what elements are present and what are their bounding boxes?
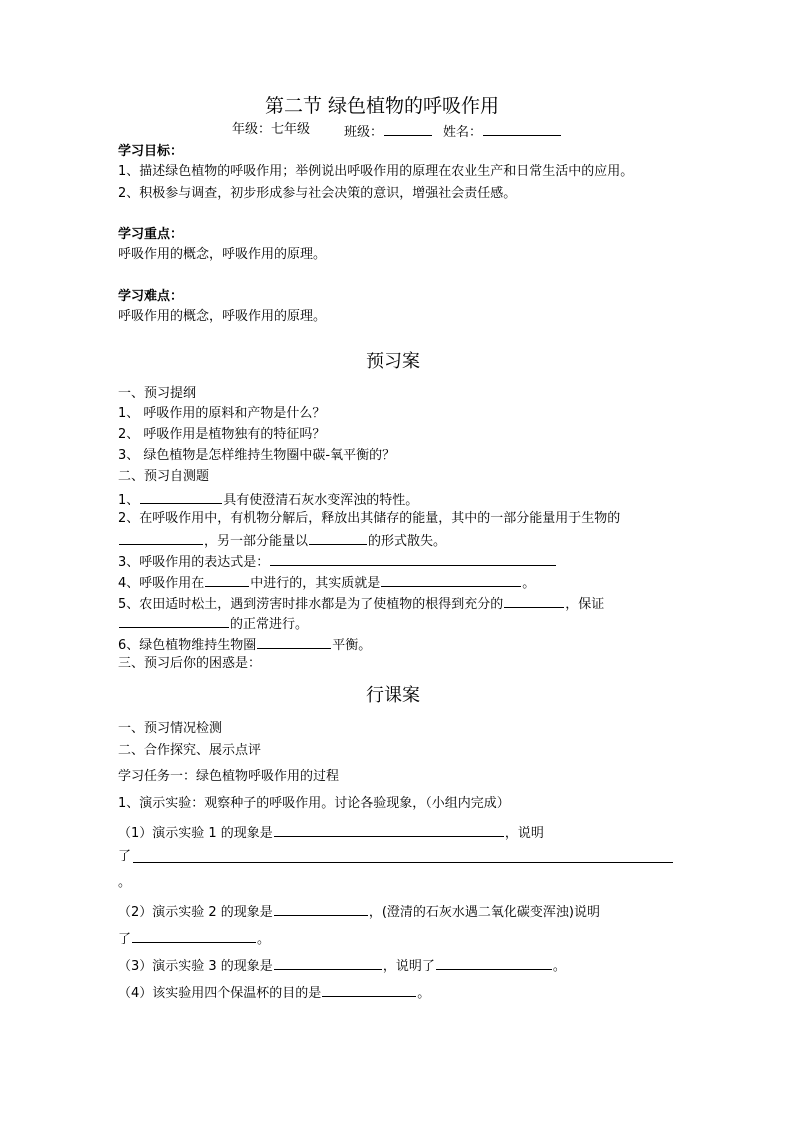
q5-prefix: 5、农田适时松土，遇到涝害时排水都是为了使植物的根得到充分的 bbox=[118, 597, 504, 612]
class-label-text: 班级： bbox=[344, 125, 384, 140]
q5-blank-1[interactable] bbox=[504, 593, 564, 608]
name-label-text: 姓名： bbox=[443, 125, 483, 140]
experiment-1-cont: 了 bbox=[118, 849, 132, 864]
e3-prefix: （3）演示实验 3 的现象是 bbox=[118, 959, 273, 974]
difficulties-text: 呼吸作用的概念，呼吸作用的原理。 bbox=[118, 309, 327, 324]
question-2: 2、在呼吸作用中，有机物分解后，释放出其储存的能量，其中的一部分能量用于生物的 bbox=[118, 511, 621, 526]
outline-item: 3、 绿色植物是怎样维持生物圈中碳-氧平衡的？ bbox=[118, 448, 396, 463]
q1-blank[interactable] bbox=[140, 489, 222, 504]
q1-suffix: 具有使澄清石灰水变浑浊的特性。 bbox=[223, 493, 419, 508]
key-points-text: 呼吸作用的概念，呼吸作用的原理。 bbox=[118, 247, 327, 262]
q5-blank-2[interactable] bbox=[119, 613, 229, 628]
e2-blank-2[interactable] bbox=[132, 928, 256, 943]
q5-suffix: 的正常进行。 bbox=[230, 617, 309, 632]
q6-suffix: 平衡。 bbox=[332, 638, 372, 653]
self-test-heading: 二、预习自测题 bbox=[118, 469, 210, 484]
outline-item: 2、 呼吸作用是植物独有的特征吗？ bbox=[118, 427, 326, 442]
preview-section-title: 预习案 bbox=[366, 351, 420, 372]
key-points-heading: 学习重点： bbox=[118, 227, 184, 242]
e2-prefix: （2）演示实验 2 的现象是 bbox=[118, 905, 273, 920]
experiment-2-cont bbox=[118, 928, 270, 949]
question-1 bbox=[118, 489, 418, 510]
e1-blank-2[interactable] bbox=[133, 862, 673, 863]
question-2-cont bbox=[118, 530, 446, 551]
q2-mid: ，另一部分能量以 bbox=[204, 534, 309, 549]
q5-mid: ，保证 bbox=[565, 597, 605, 612]
task-1-heading: 学习任务一：绿色植物呼吸作用的过程 bbox=[118, 769, 340, 784]
outline-item: 1、 呼吸作用的原料和产物是什么？ bbox=[118, 406, 326, 421]
experiment-2 bbox=[118, 901, 600, 922]
experiment-4 bbox=[118, 982, 430, 1003]
e3-blank-1[interactable] bbox=[274, 955, 382, 970]
goal-item: 2、积极参与调查，初步形成参与社会决策的意识，增强社会责任感。 bbox=[118, 186, 517, 201]
e2-prefix-2: 了 bbox=[118, 932, 132, 947]
experiment-1-end: 。 bbox=[118, 875, 132, 890]
question-4 bbox=[118, 572, 535, 593]
question-3 bbox=[118, 551, 557, 572]
question-5-cont bbox=[118, 613, 308, 634]
q4-suffix: 。 bbox=[522, 576, 536, 591]
class-label bbox=[344, 121, 433, 142]
q4-prefix: 4、呼吸作用在 bbox=[118, 576, 205, 591]
q1-prefix: 1、 bbox=[118, 493, 140, 508]
e1-mid: ，说明 bbox=[504, 826, 544, 841]
lesson-item-1: 一、预习情况检测 bbox=[118, 721, 223, 736]
outline-heading: 一、预习提纲 bbox=[118, 386, 197, 401]
goals-heading: 学习目标： bbox=[118, 144, 184, 159]
e2-mid: ，(澄清的石灰水遇二氧化碳变浑浊)说明 bbox=[368, 905, 600, 920]
q2-blank-2[interactable] bbox=[309, 530, 367, 545]
question-5 bbox=[118, 593, 604, 614]
q2-suffix: 的形式散失。 bbox=[368, 534, 447, 549]
e4-prefix: （4）该实验用四个保温杯的目的是 bbox=[118, 986, 322, 1001]
experiment-1 bbox=[118, 822, 544, 843]
question-6 bbox=[118, 634, 371, 655]
name-blank[interactable] bbox=[483, 121, 561, 136]
lesson-section-title: 行课案 bbox=[366, 685, 420, 706]
q6-blank[interactable] bbox=[257, 634, 331, 649]
q4-blank-1[interactable] bbox=[205, 572, 249, 587]
e4-suffix: 。 bbox=[417, 986, 431, 1001]
experiment-3 bbox=[118, 955, 566, 976]
e3-mid: ，说明了 bbox=[382, 959, 435, 974]
q4-mid: 中进行的，其实质就是 bbox=[250, 576, 381, 591]
e1-prefix: （1）演示实验 1 的现象是 bbox=[118, 826, 273, 841]
experiment-intro: 1、演示实验：观察种子的呼吸作用。讨论各验现象，（小组内完成） bbox=[118, 796, 510, 811]
grade-label: 年级：七年级 bbox=[232, 122, 311, 137]
difficulties-heading: 学习难点： bbox=[118, 289, 184, 304]
e1-blank-1[interactable] bbox=[274, 822, 504, 837]
q6-prefix: 6、绿色植物维持生物圈 bbox=[118, 638, 257, 653]
q3-prefix: 3、呼吸作用的表达式是： bbox=[118, 555, 270, 570]
class-blank[interactable] bbox=[384, 121, 432, 136]
page-title: 第二节 绿色植物的呼吸作用 bbox=[265, 95, 500, 117]
e3-suffix: 。 bbox=[552, 959, 566, 974]
e3-blank-2[interactable] bbox=[436, 955, 552, 970]
q4-blank-2[interactable] bbox=[381, 572, 521, 587]
name-label bbox=[443, 121, 562, 142]
lesson-item-2: 二、合作探究、展示点评 bbox=[118, 743, 262, 758]
doubt-prompt: 三、预习后你的困惑是： bbox=[118, 656, 262, 671]
goal-item: 1、描述绿色植物的呼吸作用；举例说出呼吸作用的原理在农业生产和日常生活中的应用。 bbox=[118, 164, 634, 179]
e2-blank-1[interactable] bbox=[274, 901, 368, 916]
q2-blank-1[interactable] bbox=[119, 530, 203, 545]
e4-blank[interactable] bbox=[322, 982, 416, 997]
e2-suffix: 。 bbox=[257, 932, 271, 947]
q3-blank[interactable] bbox=[270, 551, 556, 566]
